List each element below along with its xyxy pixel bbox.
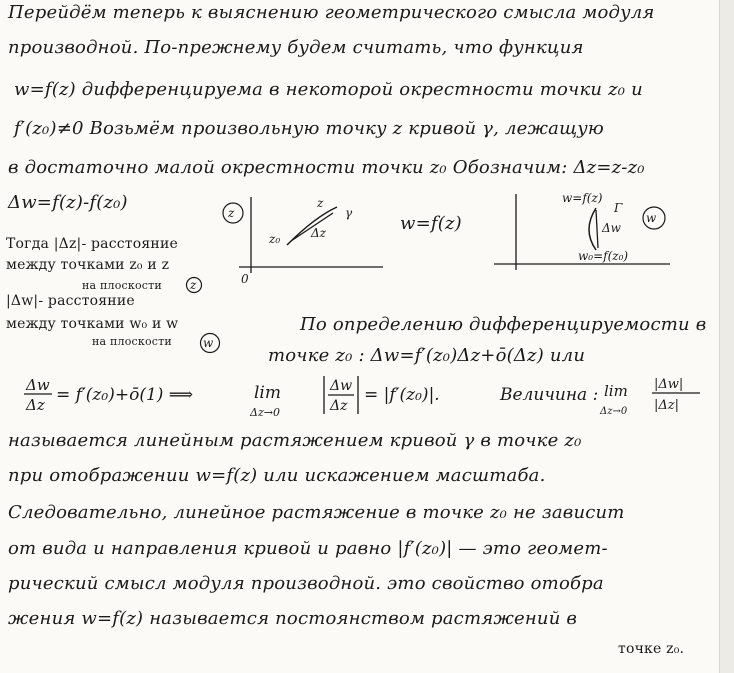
delta-w-label: Δw	[602, 221, 621, 235]
body-line-5: рический смысл модуля производной. это свойство отобра	[8, 573, 604, 594]
text-line-3: w=f(z) дифференцируема в некоторой окрестности точки z₀ и	[14, 79, 643, 100]
text-line-5: в достаточно малой окрестности точки z₀ Обозначим: Δz=z-z₀	[8, 157, 645, 178]
frac-numerator: Δw	[26, 376, 50, 394]
def-line-2: точке z₀ : Δw=f′(z₀)Δz+ō(Δz) или	[268, 345, 586, 366]
z-point-label: z	[317, 196, 324, 210]
side-note-5: между точками w₀ и w	[6, 316, 179, 332]
w-point-label: w=f(z)	[562, 191, 603, 205]
lim-2: lim	[604, 382, 628, 400]
page-edge	[719, 0, 734, 673]
frac-denominator: Δz	[26, 396, 45, 414]
big-gamma-label: Γ	[614, 201, 623, 215]
lim-2-sub: Δz→0	[600, 406, 628, 417]
text-line-2: производной. По-прежнему будем считать, что функция	[8, 37, 584, 58]
body-line-7: точке z₀.	[618, 641, 685, 657]
side-note-3: на плоскости	[82, 279, 162, 292]
w-plane-label: w	[646, 211, 657, 225]
svg-text:z: z	[190, 278, 197, 292]
side-note-2: между точками z₀ и z	[6, 257, 170, 273]
text-line-1: Перейдём теперь к выяснению геометрического смысла модуля	[8, 2, 655, 23]
side-note-1: Тогда |Δz|- расстояние	[6, 236, 178, 252]
magnitude-word: Величина :	[500, 385, 599, 405]
frac2-numerator: |Δw|	[654, 377, 684, 392]
text-line-4: f′(z₀)≠0 Возьмём произвольную точку z кривой γ, лежащую	[14, 118, 604, 139]
text-line-6: Δw=f(z)-f(z₀)	[8, 192, 128, 213]
lim-1: lim	[254, 383, 281, 403]
def-line-1: По определению дифференцируемости в	[300, 314, 707, 335]
abs-rhs: = |f′(z₀)|.	[364, 385, 440, 405]
gamma-label: γ	[345, 206, 353, 220]
w-plane-diagram	[490, 190, 680, 280]
origin-label: 0	[241, 272, 249, 286]
abs-denominator: Δz	[330, 398, 348, 414]
delta-w-chord	[596, 210, 598, 248]
body-line-3: Следовательно, линейное растяжение в точке z₀ не зависит	[8, 502, 625, 523]
side-note-6: на плоскости	[92, 335, 172, 348]
frac2-denominator: |Δz|	[654, 398, 679, 413]
formula-line	[10, 372, 730, 422]
mapping-label: w=f(z)	[400, 213, 462, 234]
curve-gamma-image	[589, 208, 596, 250]
w0-point-label: w₀=f(z₀)	[578, 249, 629, 263]
lim-1-sub: Δz→0	[250, 406, 280, 419]
abs-numerator: Δw	[330, 378, 353, 394]
plane-w-mark-small	[200, 333, 222, 355]
body-line-4: от вида и направления кривой и равно |f′(z₀)| — это геомет-	[8, 538, 608, 559]
side-note-4: |Δw|- расстояние	[6, 293, 135, 309]
svg-text:w: w	[203, 336, 214, 350]
body-line-1: называется линейным растяжением кривой γ в точке z₀	[8, 430, 582, 451]
plane-z-mark-small	[186, 277, 206, 297]
body-line-2: при отображении w=f(z) или искажением масштаба.	[8, 465, 546, 486]
delta-z-label: Δz	[311, 226, 326, 240]
formula-rhs: = f′(z₀)+ō(1) ⟹	[56, 385, 194, 405]
body-line-6: жения w=f(z) называется постоянством растяжений в	[8, 608, 578, 629]
z0-point-label: z₀	[269, 232, 281, 246]
z-plane-diagram	[225, 195, 385, 285]
z-plane-label: z	[228, 206, 235, 220]
